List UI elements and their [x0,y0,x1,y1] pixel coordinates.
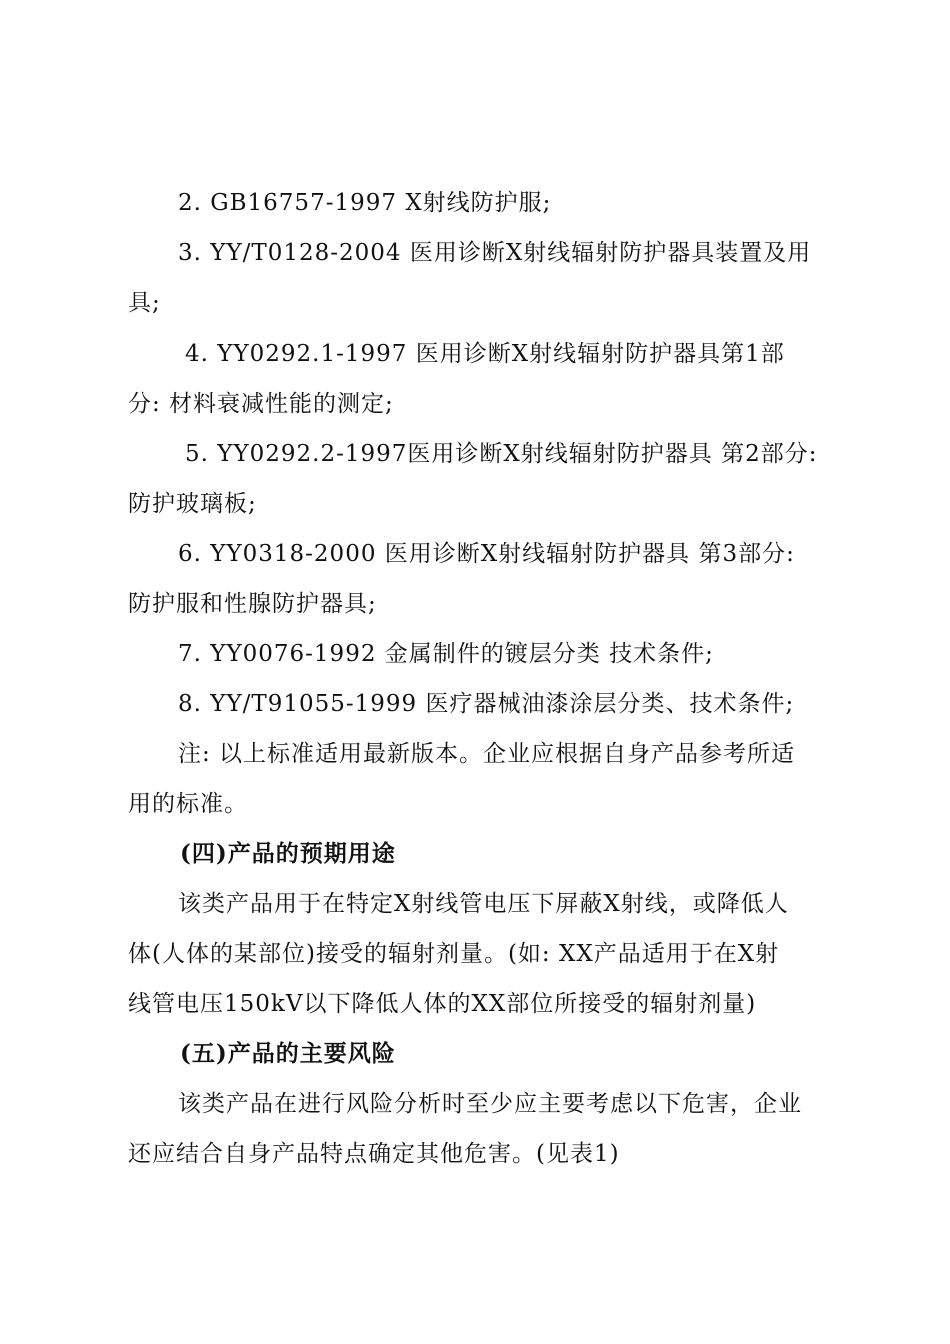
standard-item-7: 7. YY0076-1992 金属制件的镀层分类 技术条件; [178,641,714,667]
standard-item-5: 5. YY0292.2-1997医用诊断X射线辐射防护器具 第2部分: [185,441,818,467]
standard-item-6-cont: 防护服和性腺防护器具; [128,591,377,617]
standard-item-6: 6. YY0318-2000 医用诊断X射线辐射防护器具 第3部分: [178,541,795,567]
section-heading-main-risks: (五)产品的主要风险 [180,1040,396,1067]
main-risks-paragraph-line-2: 还应结合自身产品特点确定其他危害。(见表1) [128,1141,620,1167]
standards-note: 注: 以上标准适用最新版本。企业应根据自身产品参考所适 [178,741,796,767]
intended-use-paragraph-line-3: 线管电压150kV以下降低人体的XX部位所接受的辐射剂量) [128,991,757,1017]
intended-use-paragraph-line-2: 体(人体的某部位)接受的辐射剂量。(如: XX产品适用于在X射 [128,941,780,967]
standard-item-3: 3. YY/T0128-2004 医用诊断X射线辐射防护器具装置及用 [178,240,812,266]
standard-item-3-cont: 具; [128,290,161,316]
standard-item-5-cont: 防护玻璃板; [128,491,257,517]
standards-note-cont: 用的标准。 [128,791,248,817]
standard-item-8: 8. YY/T91055-1999 医疗器械油漆涂层分类、技术条件; [178,691,795,717]
standard-item-4: 4. YY0292.1-1997 医用诊断X射线辐射防护器具第1部 [185,341,785,367]
standard-item-4-cont: 分: 材料衰减性能的测定; [128,391,394,417]
main-risks-paragraph-line-1: 该类产品在进行风险分析时至少应主要考虑以下危害，企业 [178,1091,802,1117]
standard-item-2: 2. GB16757-1997 X射线防护服; [178,190,552,216]
section-heading-intended-use: (四)产品的预期用途 [180,840,396,867]
intended-use-paragraph-line-1: 该类产品用于在特定X射线管电压下屏蔽X射线，或降低人 [178,891,789,917]
